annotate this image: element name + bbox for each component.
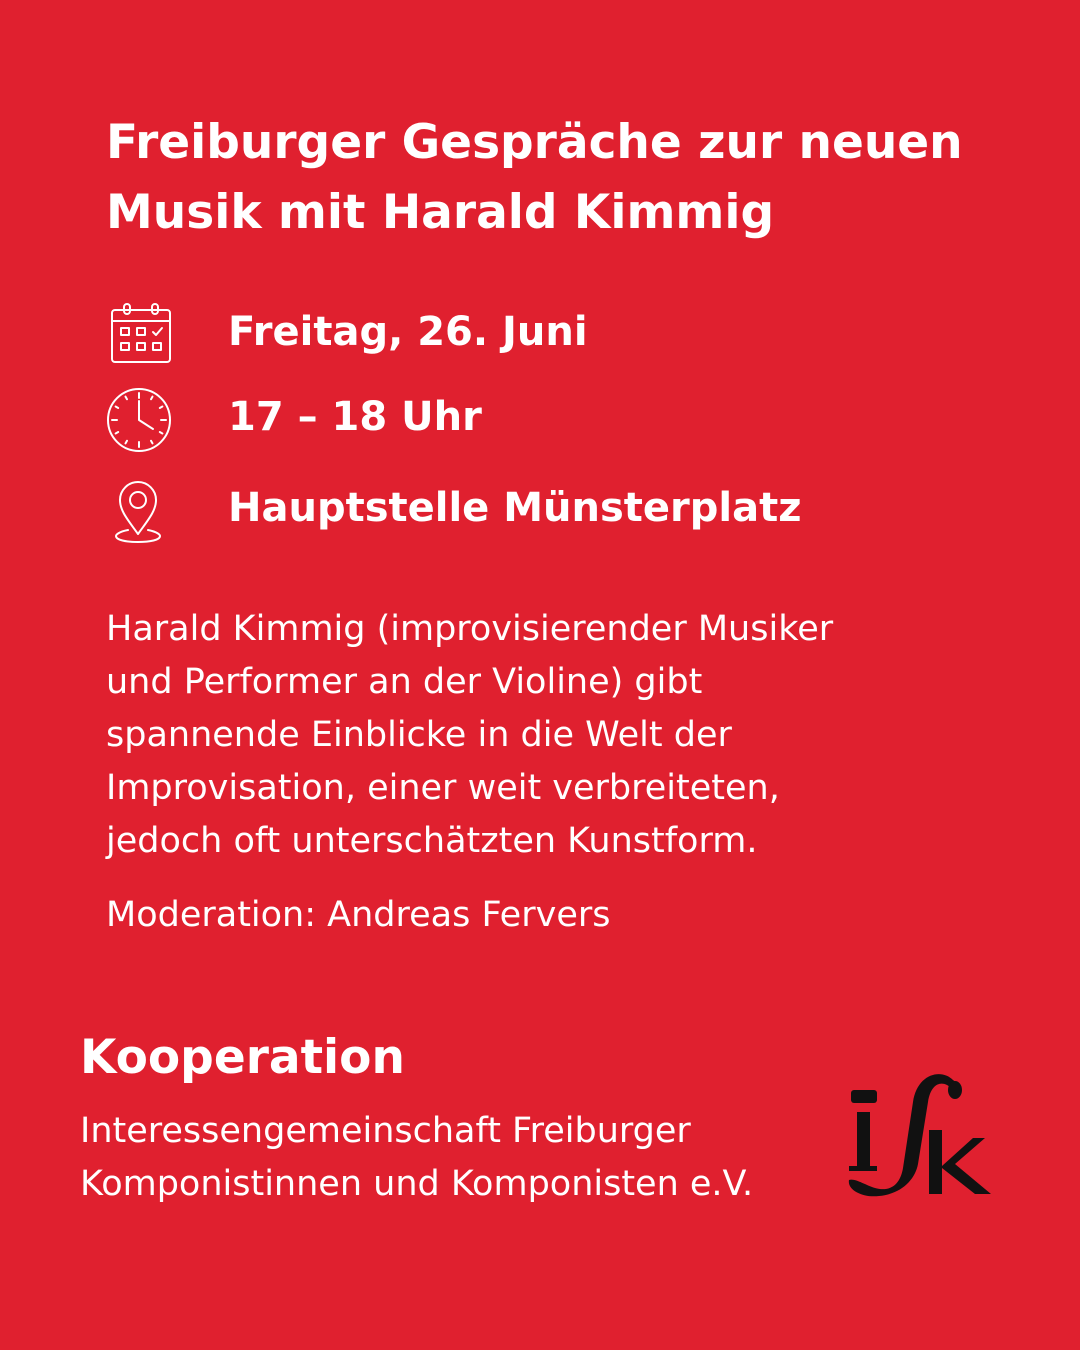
event-title-line: Freiburger Gespräche zur neuen bbox=[106, 115, 963, 170]
event-title bbox=[106, 108, 1006, 248]
description-line: Harald Kimmig (improvisierender Musiker bbox=[106, 609, 834, 649]
description-line: und Performer an der Violine) gibt bbox=[106, 662, 703, 702]
calendar-icon bbox=[106, 302, 174, 370]
event-date: Freitag, 26. Juni bbox=[228, 309, 588, 355]
event-title-line: Musik mit Harald Kimmig bbox=[106, 185, 775, 240]
event-time: 17 – 18 Uhr bbox=[228, 394, 482, 440]
cooperation-heading: Kooperation bbox=[80, 1030, 405, 1085]
time-row bbox=[106, 387, 1006, 457]
cooperation-line: Interessengemeinschaft Freiburger bbox=[80, 1111, 691, 1151]
location-row bbox=[106, 478, 1006, 548]
description-line: jedoch oft unterschätzten Kunstform. bbox=[106, 821, 758, 861]
description-line: spannende Einblicke in die Welt der bbox=[106, 715, 732, 755]
event-description bbox=[106, 603, 986, 868]
date-row bbox=[106, 302, 1006, 372]
event-location: Hauptstelle Münsterplatz bbox=[228, 485, 802, 531]
ifk-logo bbox=[845, 1068, 995, 1204]
cooperation-partner bbox=[80, 1105, 753, 1211]
clock-icon bbox=[106, 387, 172, 457]
cooperation-line: Komponistinnen und Komponisten e.V. bbox=[80, 1164, 754, 1204]
description-line: Improvisation, einer weit verbreiteten, bbox=[106, 768, 780, 808]
map-pin-icon bbox=[106, 478, 166, 550]
moderation-text: Moderation: Andreas Fervers bbox=[106, 895, 611, 935]
